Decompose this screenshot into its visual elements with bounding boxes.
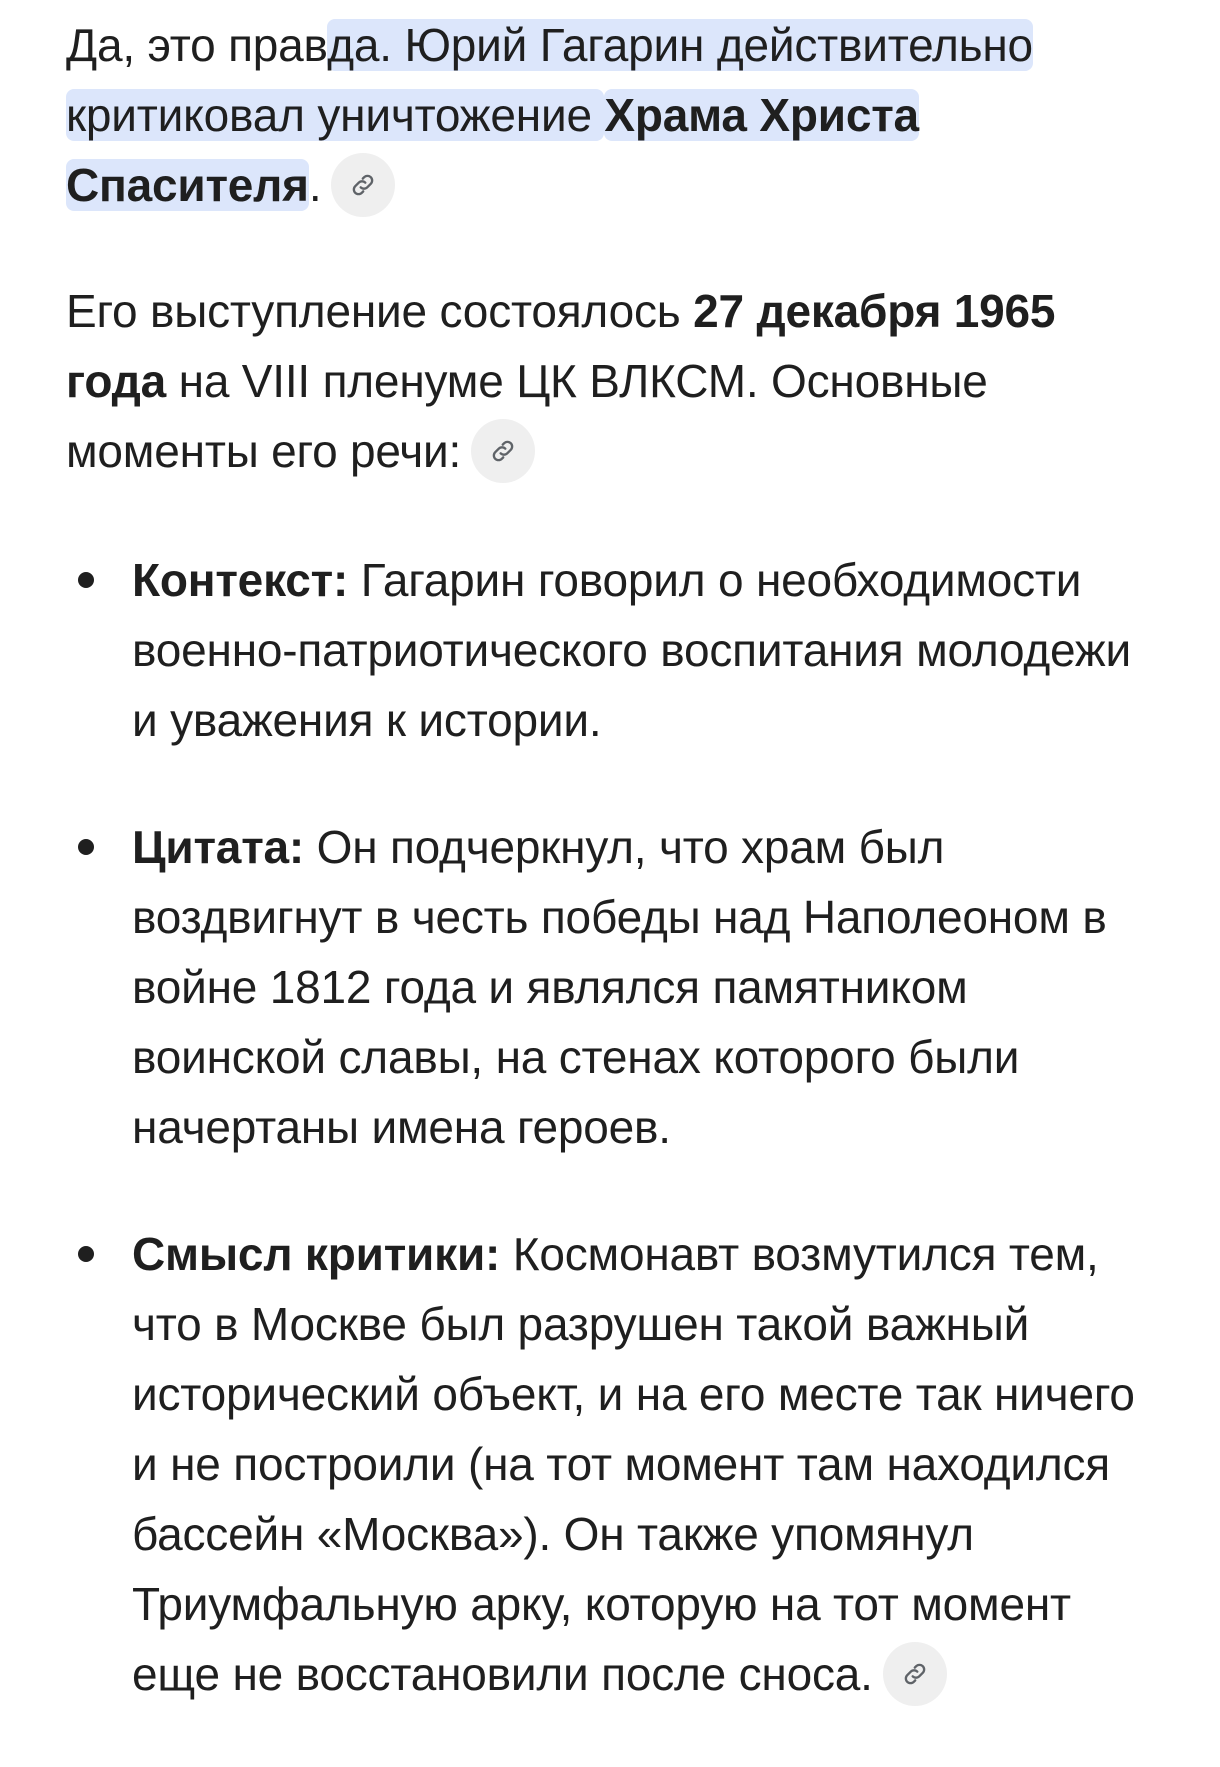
bullet-dot — [78, 572, 94, 588]
intro-period: . — [308, 159, 322, 211]
list-item — [66, 545, 1156, 755]
list-item — [66, 812, 1156, 1162]
link-icon — [901, 1660, 929, 1688]
link-icon — [489, 437, 517, 465]
intro-paragraph — [66, 10, 1156, 221]
bullet-dot — [78, 839, 94, 855]
list-item-text: Космонавт возмутился тем, что в Москве был разрушен такой важный исторический объект, и на его месте так ничего и не построили (на тот момент там находился бассейн «Москва»). Он также упомянул Триумфальную арку, которую на тот момент еще не восстановили после сноса. — [132, 1227, 1135, 1700]
list-item — [66, 1219, 1156, 1710]
chat-response — [66, 10, 1156, 1767]
list-item-text: Гагарин говорил о необходимости военно-патриотического воспитания молодежи и уважения к истории. — [132, 553, 1131, 746]
speech-points-list — [66, 545, 1156, 1710]
intro-plain-text: Да, это прав — [66, 19, 328, 71]
speech-date: 27 декабря 1965 года — [66, 284, 1056, 407]
source-link-button[interactable] — [331, 153, 395, 217]
list-item-label: Цитата: — [132, 820, 305, 873]
list-item-label: Смысл критики: — [132, 1227, 501, 1280]
list-item-label: Контекст: — [132, 553, 349, 606]
selected-text[interactable]: да. Юрий Гагарин действительно критиковал уничтожение — [66, 19, 1033, 141]
speech-text-1: Его выступление состоялось — [66, 284, 694, 337]
link-icon — [349, 171, 377, 199]
speech-text-2: на VIII пленуме ЦК ВЛКСМ. Основные моменты его речи: — [66, 354, 988, 477]
source-link-button[interactable] — [471, 419, 535, 483]
source-link-button[interactable] — [883, 1642, 947, 1706]
selected-text-bold[interactable]: Храма Христа Спасителя — [66, 89, 919, 211]
list-item-text: Он подчеркнул, что храм был воздвигнут в честь победы над Наполеоном в войне 1812 года и являлся памятником воинской славы, на стенах которого были начертаны имена героев. — [132, 820, 1107, 1153]
bullet-dot — [78, 1246, 94, 1262]
speech-paragraph — [66, 276, 1156, 487]
